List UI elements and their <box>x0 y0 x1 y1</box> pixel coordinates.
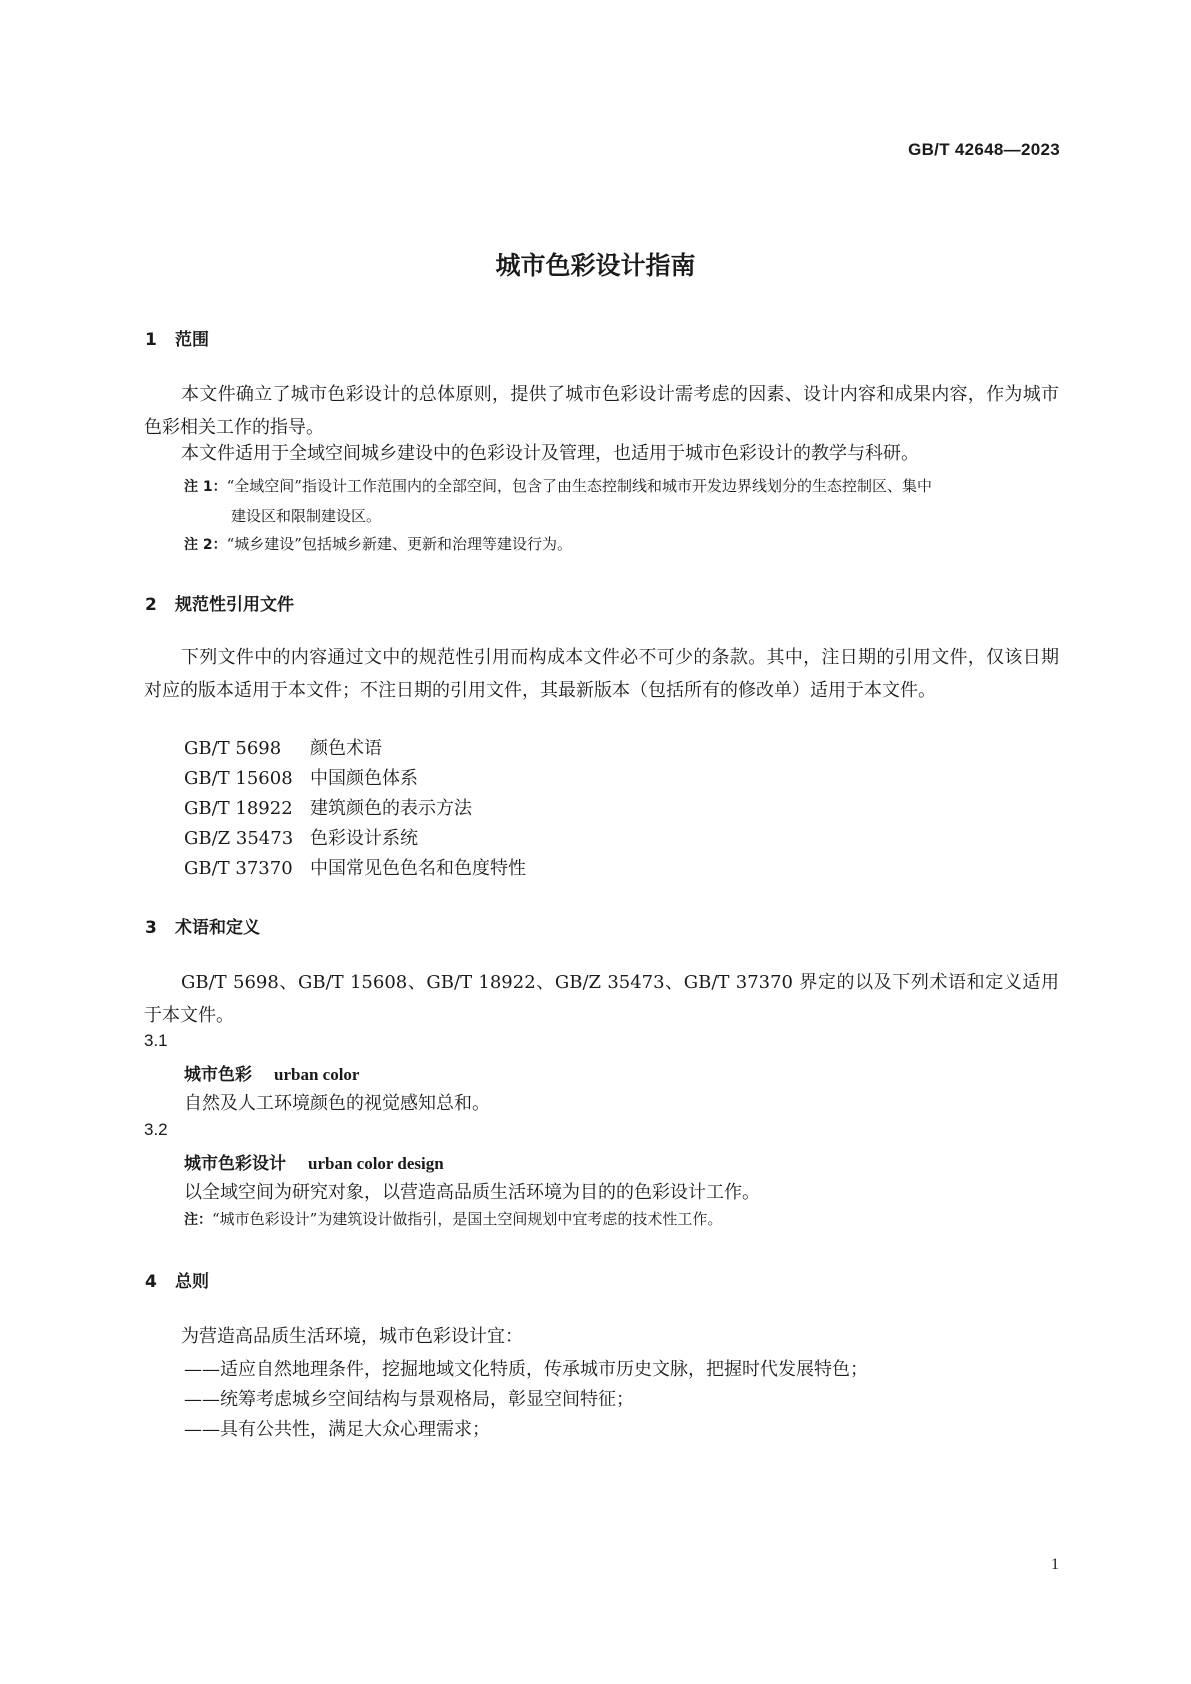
list-item: ——具有公共性，满足大众心理需求； <box>184 1419 490 1440</box>
list-item: ——统筹考虑城乡空间结构与景观格局，彰显空间特征； <box>184 1389 634 1410</box>
note-2 <box>184 530 1059 560</box>
reference-name: 建筑颜色的表示方法 <box>310 798 472 819</box>
section-3-paragraph-1: GB/T 5698、GB/T 15608、GB/T 18922、GB/Z 35473、GB/T 37370 界定的以及下列术语和定义适用于本文件。 <box>144 972 1059 1026</box>
section-4-paragraph-1: 为营造高品质生活环境，城市色彩设计宜： <box>181 1326 523 1347</box>
note-label: 注 2： <box>184 537 227 553</box>
term-name <box>184 1060 359 1085</box>
term-number: 3.1 <box>144 1031 168 1050</box>
page-number: 1 <box>1051 1556 1059 1573</box>
note-text: “全域空间”指设计工作范围内的全部空间，包含了由生态控制线和城市开发边界线划分的生态控制区、集中 <box>226 477 932 495</box>
section-title: 范围 <box>175 330 209 350</box>
section-title: 规范性引用文件 <box>175 595 294 615</box>
section-number: 4 <box>145 1272 157 1292</box>
section-title: 术语和定义 <box>175 918 260 938</box>
term-definition: 自然及人工环境颜色的视觉感知总和。 <box>184 1093 490 1114</box>
term-name-en: urban color <box>274 1065 360 1084</box>
section-1-heading <box>145 325 209 350</box>
section-number: 3 <box>145 918 157 938</box>
note-text-continued: 建设区和限制建设区。 <box>231 507 382 525</box>
section-3-heading <box>145 913 260 938</box>
note-1 <box>184 472 1059 531</box>
note-text: “城市色彩设计”为建筑设计做指引，是国土空间规划中宜考虑的技术性工作。 <box>212 1210 723 1228</box>
reference-code: GB/T 18922 <box>184 798 293 819</box>
term-name <box>184 1149 444 1174</box>
reference-item <box>184 763 418 795</box>
section-4-heading <box>145 1267 209 1292</box>
section-number: 1 <box>145 330 157 350</box>
reference-name: 中国颜色体系 <box>310 768 418 789</box>
term-name-zh: 城市色彩设计 <box>184 1154 286 1174</box>
term-note <box>184 1205 1059 1235</box>
section-2-heading <box>145 590 294 615</box>
section-1-paragraph-2: 本文件适用于全域空间城乡建设中的色彩设计及管理，也适用于城市色彩设计的教学与科研。 <box>181 443 919 464</box>
section-number: 2 <box>145 595 157 615</box>
section-2-paragraph-1: 下列文件中的内容通过文中的规范性引用而构成本文件必不可少的条款。其中，注日期的引用文件，仅该日期对应的版本适用于本文件；不注日期的引用文件，其最新版本（包括所有的修改单）适用于本文件。 <box>144 647 1059 701</box>
standard-code: GB/T 42648—2023 <box>908 140 1060 159</box>
note-label: 注 1： <box>184 479 227 495</box>
reference-code: GB/T 15608 <box>184 768 293 789</box>
reference-item <box>184 853 526 885</box>
term-number: 3.2 <box>144 1120 168 1139</box>
term-name-zh: 城市色彩 <box>184 1065 252 1085</box>
reference-code: GB/T 37370 <box>184 858 293 879</box>
reference-item <box>184 793 472 825</box>
section-title: 总则 <box>175 1272 209 1292</box>
term-name-en: urban color design <box>308 1154 444 1173</box>
section-1-paragraph-1: 本文件确立了城市色彩设计的总体原则，提供了城市色彩设计需考虑的因素、设计内容和成果内容，作为城市色彩相关工作的指导。 <box>144 384 1059 438</box>
reference-item <box>184 823 418 855</box>
reference-code: GB/Z 35473 <box>184 828 294 849</box>
reference-name: 中国常见色色名和色度特性 <box>310 858 526 879</box>
term-definition: 以全域空间为研究对象，以营造高品质生活环境为目的的色彩设计工作。 <box>184 1182 760 1203</box>
reference-name: 颜色术语 <box>310 738 382 759</box>
reference-code: GB/T 5698 <box>184 738 282 759</box>
note-text: “城乡建设”包括城乡新建、更新和治理等建设行为。 <box>226 535 572 553</box>
list-item: ——适应自然地理条件，挖掘地域文化特质，传承城市历史文脉，把握时代发展特色； <box>184 1359 868 1380</box>
reference-item <box>184 733 382 765</box>
note-label: 注： <box>184 1212 212 1228</box>
reference-name: 色彩设计系统 <box>310 828 418 849</box>
document-title: 城市色彩设计指南 <box>495 251 696 280</box>
